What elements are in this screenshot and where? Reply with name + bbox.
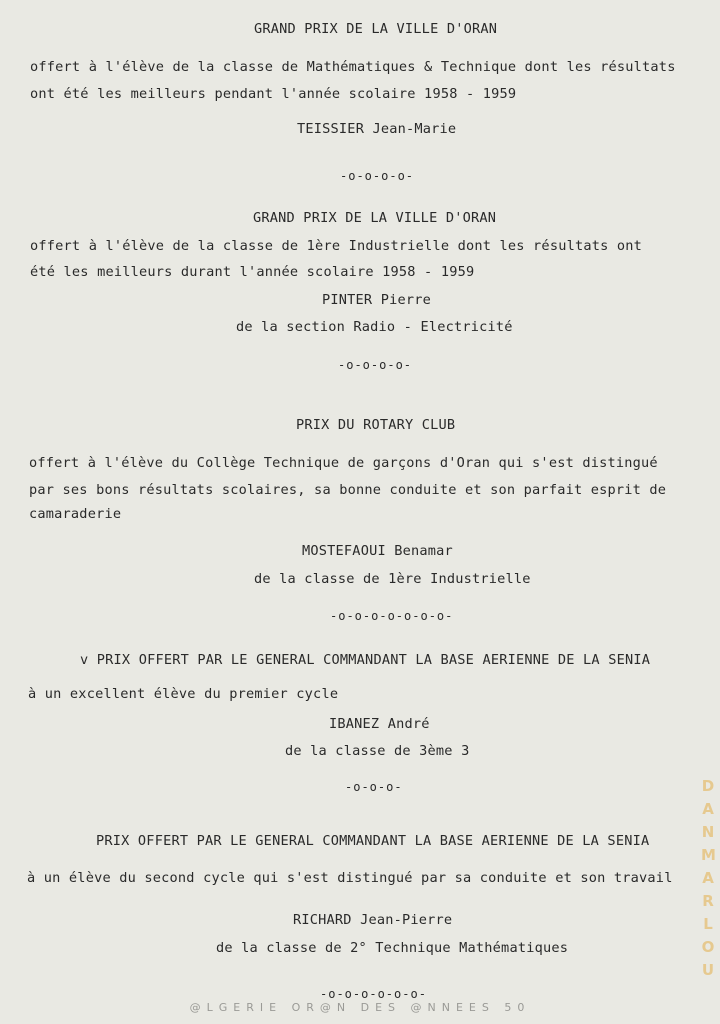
sec2-separator: -o-o-o-o- (338, 358, 413, 372)
sec2-line2: été les meilleurs durant l'année scolaire 1958 - 1959 (30, 264, 475, 280)
sec3-title: PRIX DU ROTARY CLUB (296, 417, 456, 433)
sec1-line2: ont été les meilleurs pendant l'année scolaire 1958 - 1959 (30, 86, 517, 102)
sec4-class: de la classe de 3ème 3 (285, 743, 470, 759)
sec5-line1: à un élève du second cycle qui s'est distingué par sa conduite et son travail (27, 870, 673, 886)
watermark-right-text: DANMARLOU (701, 777, 716, 979)
watermark-bottom: @LGERIE OR@N DES @NNEES 50 (189, 1001, 531, 1014)
sec3-name: MOSTEFAOUI Benamar (302, 543, 453, 559)
sec3-line2: par ses bons résultats scolaires, sa bonne conduite et son parfait esprit de (29, 482, 667, 498)
sec4-separator: -o-o-o- (345, 780, 403, 794)
sec4-title: v PRIX OFFERT PAR LE GENERAL COMMANDANT LA BASE AERIENNE DE LA SENIA (80, 652, 651, 668)
sec1-separator: -o-o-o-o- (340, 169, 415, 183)
sec3-line3: camaraderie (29, 506, 122, 522)
sec3-line1: offert à l'élève du Collège Technique de garçons d'Oran qui s'est distingué (29, 455, 658, 471)
sec2-section: de la section Radio - Electricité (236, 319, 513, 335)
sec5-separator: -o-o-o-o-o-o- (320, 987, 427, 1001)
sec1-line1: offert à l'élève de la classe de Mathématiques & Technique dont les résultats (30, 59, 676, 75)
sec4-name: IBANEZ André (329, 716, 430, 732)
sec2-line1: offert à l'élève de la classe de 1ère Industrielle dont les résultats ont (30, 238, 643, 254)
sec2-title: GRAND PRIX DE LA VILLE D'ORAN (253, 210, 497, 226)
sec1-name: TEISSIER Jean-Marie (297, 121, 457, 137)
sec3-separator: -o-o-o-o-o-o-o- (330, 609, 454, 623)
sec2-name: PINTER Pierre (322, 292, 431, 308)
sec1-title: GRAND PRIX DE LA VILLE D'ORAN (254, 21, 498, 37)
sec5-title: PRIX OFFERT PAR LE GENERAL COMMANDANT LA BASE AERIENNE DE LA SENIA (96, 833, 650, 849)
sec5-name: RICHARD Jean-Pierre (293, 912, 453, 928)
sec4-line1: à un excellent élève du premier cycle (28, 686, 339, 702)
sec3-class: de la classe de 1ère Industrielle (254, 571, 531, 587)
watermark-right (697, 775, 719, 982)
sec5-class: de la classe de 2° Technique Mathématiques (216, 940, 569, 956)
